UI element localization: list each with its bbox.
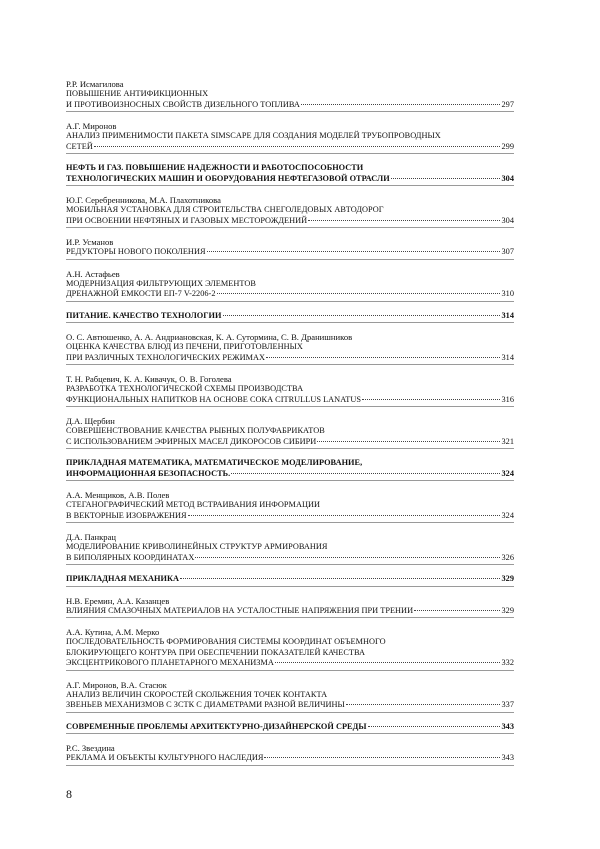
title-text: АНАЛИЗ ВЕЛИЧИН СКОРОСТЕЙ СКОЛЬЖЕНИЯ ТОЧЕК КОНТАКТА [66, 689, 328, 699]
title-text: СОВРЕМЕННЫЕ ПРОБЛЕМЫ АРХИТЕКТУРНО-ДИЗАЙНЕРСКОЙ СРЕДЫ [66, 721, 367, 731]
title-text: МОБИЛЬНАЯ УСТАНОВКА ДЛЯ СТРОИТЕЛЬСТВА СНЕГОЛЕДОВЫХ АВТОДОРОГ [66, 205, 384, 214]
page-ref: 299 [501, 141, 514, 151]
entry-title-line [66, 753, 514, 764]
title-text: ПОВЫШЕНИЕ АНТИФИКЦИОННЫХ [66, 89, 209, 98]
toc-entry [66, 269, 514, 302]
entry-divider [66, 522, 514, 523]
entry-title-line [66, 247, 514, 258]
dot-leader [231, 473, 500, 474]
entry-divider [66, 322, 514, 323]
entry-title-line [66, 216, 514, 227]
title-text: СТЕГАНОГРАФИЧЕСКИЙ МЕТОД ВСТРАИВАНИЯ ИНФОРМАЦИИ [66, 500, 321, 509]
entry-title-line [66, 658, 514, 669]
section-title-line [66, 469, 514, 480]
entry-title-line [66, 100, 514, 111]
title-text: ВЛИЯНИЯ СМАЗОЧНЫХ МАТЕРИАЛОВ НА УСТАЛОСТНЫЕ НАПРЯЖЕНИЯ ПРИ ТРЕНИИ [66, 605, 414, 615]
entry-authors: Ю.Г. Серебренникова, М.А. Плахотникова [66, 195, 221, 205]
page-ref: 343 [501, 753, 514, 762]
entry-authors: А.Г. Миронов [66, 121, 117, 131]
title-text: ДРЕНАЖНОЙ ЕМКОСТИ ЕП-7 V-2206-2 [66, 289, 216, 298]
toc-entry [66, 680, 514, 713]
toc-entry [66, 596, 514, 619]
page-ref: 310 [501, 289, 514, 298]
section-title-line [66, 458, 514, 469]
page-ref: 321 [501, 436, 514, 446]
title-text: ПОСЛЕДОВАТЕЛЬНОСТЬ ФОРМИРОВАНИЯ СИСТЕМЫ КООРДИНАТ ОБЪЕМНОГО [66, 637, 386, 646]
entry-authors: Д.А. Панкрац [66, 532, 117, 542]
dot-leader [217, 293, 501, 294]
entry-authors: А.Н. Астафьев [66, 268, 120, 279]
entry-divider [66, 670, 514, 671]
entry-authors: О. С. Автюшенко, А. А. Андриановская, К. А. Сутормина, С. В. Дранишников [66, 332, 353, 342]
page-ref: 329 [501, 605, 514, 615]
entry-title-line [66, 89, 514, 100]
title-text: СОВЕРШЕНСТВОВАНИЕ КАЧЕСТВА РЫБНЫХ ПОЛУФАБРИКАТОВ [66, 426, 325, 435]
title-text: ИНФОРМАЦИОННАЯ БЕЗОПАСНОСТЬ. [66, 468, 231, 478]
section-title-line [66, 311, 514, 322]
page-ref: 324 [501, 468, 514, 478]
title-text: ПРИКЛАДНАЯ МАТЕМАТИКА, МАТЕМАТИЧЕСКОЕ МОДЕЛИРОВАНИЕ, [66, 458, 363, 467]
title-text: НЕФТЬ И ГАЗ. ПОВЫШЕНИЕ НАДЕЖНОСТИ И РАБОТОСПОСОБНОСТИ [66, 163, 364, 172]
entry-authors: Т. Н. Рабцевич, К. А. Кивачук, О. В. Гоголева [66, 374, 232, 384]
entry-divider [66, 617, 514, 618]
dot-leader [362, 399, 500, 400]
title-text: ТЕХНОЛОГИЧЕСКИХ МАШИН И ОБОРУДОВАНИЯ НЕФТЕГАЗОВОЙ ОТРАСЛИ [66, 173, 390, 183]
toc-section-heading [66, 722, 514, 735]
toc-entry [66, 79, 514, 112]
dot-leader [180, 578, 500, 579]
toc-entry [66, 490, 514, 523]
title-text: АНАЛИЗ ПРИМЕНИМОСТИ ПАКЕТА SIMSCAPE ДЛЯ СОЗДАНИЯ МОДЕЛЕЙ ТРУБОПРОВОДНЫХ [66, 131, 441, 140]
title-text: ЗВЕНЬЕВ МЕХАНИЗМОВ С ЗСТК С ДИАМЕТРАМИ РАЗНОЙ ВЕЛИЧИНЫ [66, 700, 345, 709]
entry-divider [66, 733, 514, 734]
entry-authors: А.Г. Миронов, В.А. Стасюк [66, 679, 167, 690]
entry-title-line [66, 395, 514, 406]
title-text: ПИТАНИЕ. КАЧЕСТВО ТЕХНОЛОГИИ [66, 310, 222, 320]
toc-entry [66, 532, 514, 565]
dot-leader [94, 146, 501, 147]
page-ref: 304 [501, 215, 514, 225]
toc-entry [66, 743, 514, 766]
entry-title-line [66, 437, 514, 448]
section-title-line [66, 574, 514, 585]
entry-divider [66, 765, 514, 766]
entry-title-line [66, 606, 514, 617]
dot-leader [207, 251, 501, 252]
title-text: В БИПОЛЯРНЫХ КООРДИНАТАХ [66, 552, 195, 562]
entry-divider [66, 564, 514, 565]
entry-authors: Р.С. Звездина [66, 743, 115, 753]
entry-title-line [66, 131, 514, 142]
entry-authors: А.А. Кутина, А.М. Мерко [66, 627, 160, 637]
title-text: ФУНКЦИОНАЛЬНЫХ НАПИТКОВ НА ОСНОВЕ СОКА CITRULLUS LANATUS [66, 394, 362, 404]
entry-title-line [66, 511, 514, 522]
entry-divider [66, 259, 514, 260]
page-ref: 324 [501, 510, 514, 520]
title-text: ПРИ ОСВОЕНИИ НЕФТЯНЫХ И ГАЗОВЫХ МЕСТОРОЖДЕНИЙ [66, 215, 308, 225]
dot-leader [414, 610, 500, 611]
entry-title-line [66, 553, 514, 564]
dot-leader [301, 104, 501, 105]
toc-entry [66, 237, 514, 260]
entry-title-line [66, 700, 514, 711]
entry-authors: Р.Р. Исмагилова [66, 79, 124, 89]
title-text: С ИСПОЛЬЗОВАНИЕМ ЭФИРНЫХ МАСЕЛ ДИКОРОСОВ СИБИРИ [66, 436, 317, 446]
dot-leader [308, 220, 500, 221]
entry-title-line [66, 289, 514, 300]
title-text: МОДЕЛИРОВАНИЕ КРИВОЛИНЕЙНЫХ СТРУКТУР АРМИРОВАНИЯ [66, 542, 328, 551]
dot-leader [264, 757, 500, 758]
toc-section-heading [66, 458, 514, 481]
entry-title-line [66, 279, 514, 290]
entry-divider [66, 448, 514, 449]
dot-leader [188, 515, 501, 516]
dot-leader [368, 726, 501, 727]
dot-leader [275, 662, 501, 663]
toc-section-heading [66, 574, 514, 587]
dot-leader [317, 441, 500, 442]
page-ref: 316 [501, 394, 514, 404]
entry-divider [66, 480, 514, 481]
page-ref: 332 [501, 658, 514, 667]
entry-title-line [66, 384, 514, 395]
title-text: И ПРОТИВОИЗНОСНЫХ СВОЙСТВ ДИЗЕЛЬНОГО ТОПЛИВА [66, 99, 300, 109]
title-text: МОДЕРНИЗАЦИЯ ФИЛЬТРУЮЩИХ ЭЛЕМЕНТОВ [66, 278, 256, 288]
title-text: ОЦЕНКА КАЧЕСТВА БЛЮД ИЗ ПЕЧЕНИ, ПРИГОТОВЛЕННЫХ [66, 342, 303, 351]
toc-entry [66, 121, 514, 154]
section-title-line [66, 163, 514, 174]
entry-title-line [66, 353, 514, 364]
toc-entry [66, 195, 514, 228]
title-text: БЛОКИРУЮЩЕГО КОНТУРА ПРИ ОБЕСПЕЧЕНИИ ПОКАЗАТЕЛЕЙ КАЧЕСТВА [66, 647, 366, 657]
entry-title-line [66, 142, 514, 153]
toc-entry [66, 332, 514, 365]
title-text: ПРИ РАЗЛИЧНЫХ ТЕХНОЛОГИЧЕСКИХ РЕЖИМАХ [66, 352, 266, 362]
page-ref: 329 [501, 574, 514, 583]
dot-leader [195, 557, 500, 558]
entry-divider [66, 586, 514, 587]
toc-entry [66, 374, 514, 407]
entry-authors: А.А. Менщиков, А.В. Полев [66, 490, 170, 500]
page-ref: 314 [501, 310, 514, 320]
entry-title-line [66, 690, 514, 701]
page-ref: 307 [501, 247, 514, 256]
dot-leader [223, 315, 501, 316]
title-text: ЭКСЦЕНТРИКОВОГО ПЛАНЕТАРНОГО МЕХАНИЗМА [66, 658, 274, 667]
section-title-line [66, 174, 514, 185]
entry-divider [66, 185, 514, 186]
entry-authors: Н.В. Еремин, А.А. Казанцев [66, 595, 170, 606]
page-number: 8 [66, 787, 72, 801]
entry-title-line [66, 648, 514, 659]
entry-title-line [66, 205, 514, 216]
entry-title-line [66, 500, 514, 511]
entry-divider [66, 406, 514, 407]
entry-divider [66, 153, 514, 154]
title-text: СЕТЕЙ [66, 141, 93, 151]
entry-title-line [66, 426, 514, 437]
page-ref: 337 [501, 700, 514, 709]
dot-leader [391, 178, 501, 179]
entry-title-line [66, 342, 514, 353]
page-ref: 326 [501, 552, 514, 562]
page-ref: 304 [501, 173, 514, 183]
section-title-line [66, 722, 514, 733]
title-text: РЕДУКТОРЫ НОВОГО ПОКОЛЕНИЯ [66, 247, 206, 256]
dot-leader [266, 357, 500, 358]
toc-entry [66, 627, 514, 671]
entry-divider [66, 712, 514, 713]
title-text: В ВЕКТОРНЫЕ ИЗОБРАЖЕНИЯ [66, 510, 187, 520]
entry-title-line [66, 542, 514, 553]
page-ref: 343 [501, 721, 514, 731]
title-text: РАЗРАБОТКА ТЕХНОЛОГИЧЕСКОЙ СХЕМЫ ПРОИЗВОДСТВА [66, 384, 304, 393]
dot-leader [346, 704, 501, 705]
toc-section-heading [66, 163, 514, 186]
page-ref: 314 [501, 352, 514, 362]
title-text: ПРИКЛАДНАЯ МЕХАНИКА [66, 574, 180, 583]
title-text: РЕКЛАМА И ОБЪЕКТЫ КУЛЬТУРНОГО НАСЛЕДИЯ [66, 753, 264, 762]
toc-section-heading [66, 311, 514, 324]
entry-authors: Д.А. Щербин [66, 416, 115, 426]
entry-divider [66, 111, 514, 112]
toc-entry [66, 416, 514, 449]
entry-title-line [66, 637, 514, 648]
entry-authors: И.Р. Усманов [66, 237, 114, 247]
table-of-contents [66, 79, 514, 775]
page-ref: 297 [501, 99, 514, 109]
entry-divider [66, 364, 514, 365]
entry-divider [66, 301, 514, 302]
entry-divider [66, 227, 514, 228]
